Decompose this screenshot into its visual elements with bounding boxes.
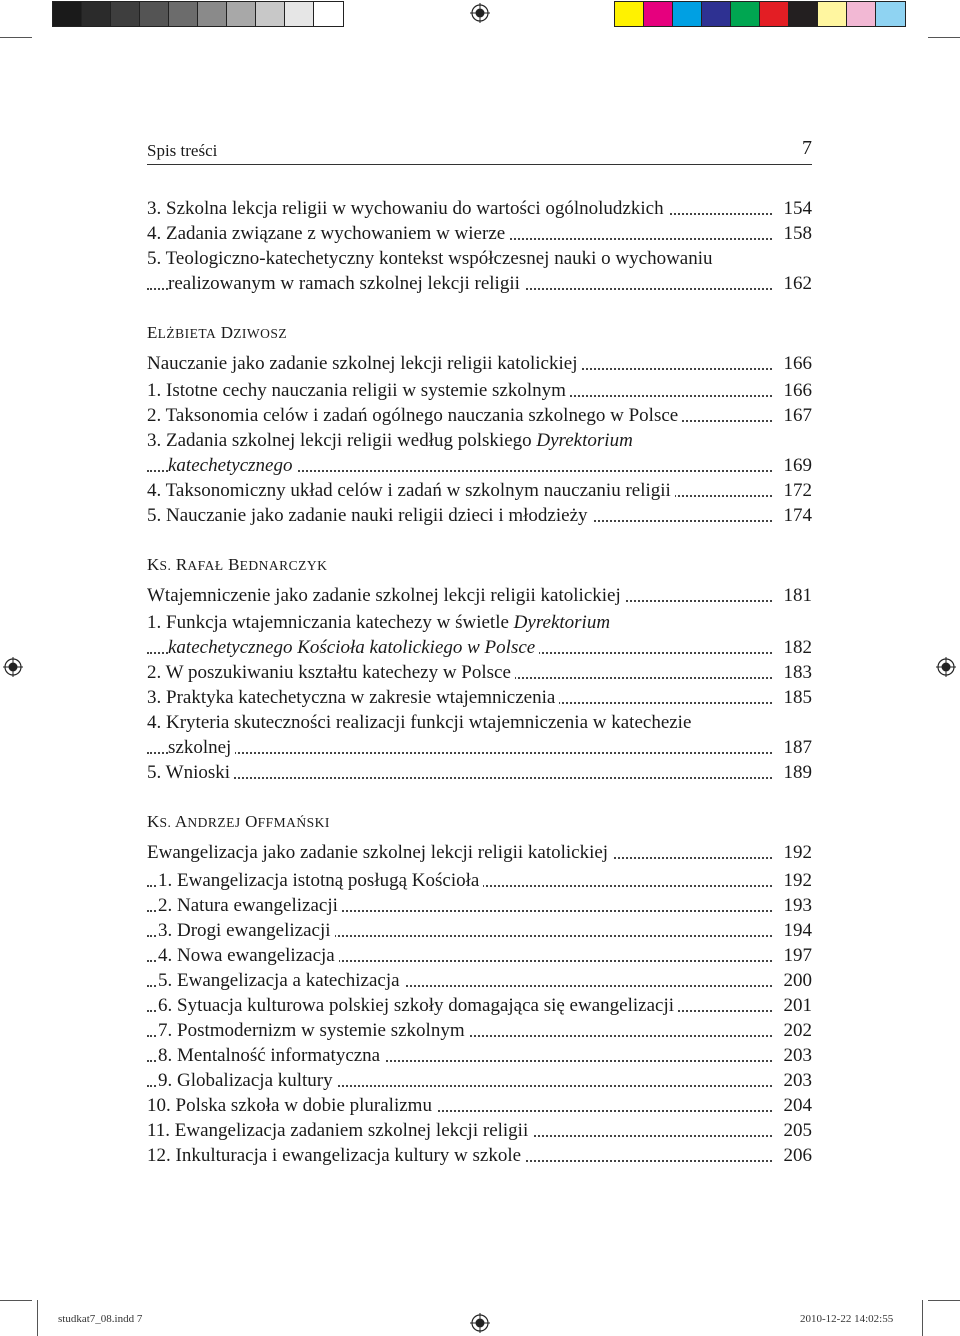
toc-entry-continuation: realizowanym w ramach szkolnej lekcji religii 162: [147, 271, 812, 296]
toc-entry: 1. Funkcja wtajemniczania katechezy w świetle Dyrektorium: [147, 610, 812, 635]
author-name: KS. ANDRZEJ OFFMAŃSKI: [147, 812, 330, 831]
header-rule: [147, 164, 812, 165]
crop-mark: [0, 1300, 32, 1301]
toc-entry: 3. Zadania szkolnej lekcji religii według polskiego Dyrektorium: [147, 428, 812, 453]
color-swatch: [227, 2, 256, 26]
toc-entry: 7. Postmodernizm w systemie szkolnym 202: [147, 1018, 812, 1043]
color-swatch: [285, 2, 314, 26]
toc-entry: 4. Zadania związane z wychowaniem w wierze 158: [147, 223, 812, 244]
toc-entry: 5. Ewangelizacja a katechizacja 200: [147, 968, 812, 993]
color-swatch: [82, 2, 111, 26]
toc-entry: 11. Ewangelizacja zadaniem szkolnej lekcji religii 205: [147, 1120, 812, 1141]
color-swatch: [847, 2, 876, 26]
running-head-title: Spis treści: [147, 141, 218, 160]
toc-section-bednarczyk: [147, 552, 812, 785]
color-swatch: [314, 2, 343, 26]
toc-entry: 10. Polska szkoła w dobie pluralizmu 204: [147, 1095, 812, 1116]
author-name: KS. RAFAŁ BEDNARCZYK: [147, 555, 328, 574]
toc-entry: 4. Taksonomiczny układ celów i zadań w szkolnym nauczaniu religii 172: [147, 480, 812, 501]
toc-main-entry: Nauczanie jako zadanie szkolnej lekcji religii katolickiej 166: [147, 353, 812, 374]
color-swatch: [256, 2, 285, 26]
toc-entry: 5. Nauczanie jako zadanie nauki religii dzieci i młodzieży 174: [147, 505, 812, 526]
page-number: 7: [802, 137, 812, 159]
grayscale-color-bar: [52, 1, 344, 27]
toc-entry: 2. Taksonomia celów i zadań ogólnego nauczania szkolnego w Polsce 167: [147, 405, 812, 426]
registration-mark-icon: [936, 657, 956, 677]
toc-entry: 6. Sytuacja kulturowa polskiej szkoły domagająca się ewangelizacji 201: [147, 993, 812, 1018]
color-swatch: [111, 2, 140, 26]
toc-section-offmanski: [147, 809, 812, 1168]
slug-filename: studkat7_08.indd 7: [58, 1313, 143, 1325]
crop-mark: [928, 37, 960, 38]
color-swatch: [760, 2, 789, 26]
toc-entry: 12. Inkulturacja i ewangelizacja kultury w szkole 206: [147, 1145, 812, 1166]
color-swatch: [169, 2, 198, 26]
color-swatch: [876, 2, 905, 26]
toc-entry: 3. Drogi ewangelizacji 194: [147, 918, 812, 943]
toc-entry: 1. Istotne cechy nauczania religii w systemie szkolnym 166: [147, 380, 812, 401]
slug-datetime: 2010-12-22 14:02:55: [800, 1313, 894, 1325]
color-swatch: [140, 2, 169, 26]
color-swatch: [702, 2, 731, 26]
toc-entry: 2. Natura ewangelizacji 193: [147, 893, 812, 918]
toc-main-entry: Ewangelizacja jako zadanie szkolnej lekcji religii katolickiej 192: [147, 842, 812, 863]
crop-mark: [37, 1300, 38, 1336]
toc-entry-continuation: szkolnej 187: [147, 735, 812, 760]
table-of-contents: [147, 196, 812, 1188]
toc-entry: 5. Teologiczno-katechetyczny kontekst współczesnej nauki o wychowaniu: [147, 246, 812, 271]
toc-section-dziwosz: [147, 320, 812, 528]
toc-entry-continuation: katechetycznego Kościoła katolickiego w Polsce 182: [147, 635, 812, 660]
registration-mark-icon: [470, 3, 490, 23]
color-swatch: [789, 2, 818, 26]
color-swatch: [198, 2, 227, 26]
crop-mark: [922, 1300, 923, 1336]
toc-entry: 4. Nowa ewangelizacja 197: [147, 943, 812, 968]
toc-entry-continuation: katechetycznego 169: [147, 453, 812, 478]
toc-entry: 3. Praktyka katechetyczna w zakresie wtajemniczenia 185: [147, 687, 812, 708]
toc-entry: 9. Globalizacja kultury 203: [147, 1068, 812, 1093]
color-swatch: [644, 2, 673, 26]
color-swatch: [53, 2, 82, 26]
registration-mark-icon: [3, 657, 23, 677]
toc-entry: 2. W poszukiwaniu kształtu katechezy w Polsce 183: [147, 662, 812, 683]
author-name: ELŻBIETA DZIWOSZ: [147, 323, 288, 342]
running-head: [147, 137, 812, 163]
toc-section-continued: [147, 196, 812, 296]
registration-mark-icon: [470, 1313, 490, 1333]
toc-entry: 5. Wnioski 189: [147, 762, 812, 783]
cmyk-color-bar: [614, 1, 906, 27]
toc-entry: 8. Mentalność informatyczna 203: [147, 1043, 812, 1068]
toc-entry: 3. Szkolna lekcja religii w wychowaniu do wartości ogólnoludzkich 154: [147, 198, 812, 219]
toc-entry: 4. Kryteria skuteczności realizacji funkcji wtajemniczenia w katechezie: [147, 710, 812, 735]
color-swatch: [615, 2, 644, 26]
crop-mark: [0, 37, 32, 38]
color-swatch: [673, 2, 702, 26]
color-swatch: [731, 2, 760, 26]
toc-entry: 1. Ewangelizacja istotną posługą Kościoła 192: [147, 868, 812, 893]
crop-mark: [928, 1300, 960, 1301]
color-swatch: [818, 2, 847, 26]
toc-main-entry: Wtajemniczenie jako zadanie szkolnej lekcji religii katolickiej 181: [147, 585, 812, 606]
